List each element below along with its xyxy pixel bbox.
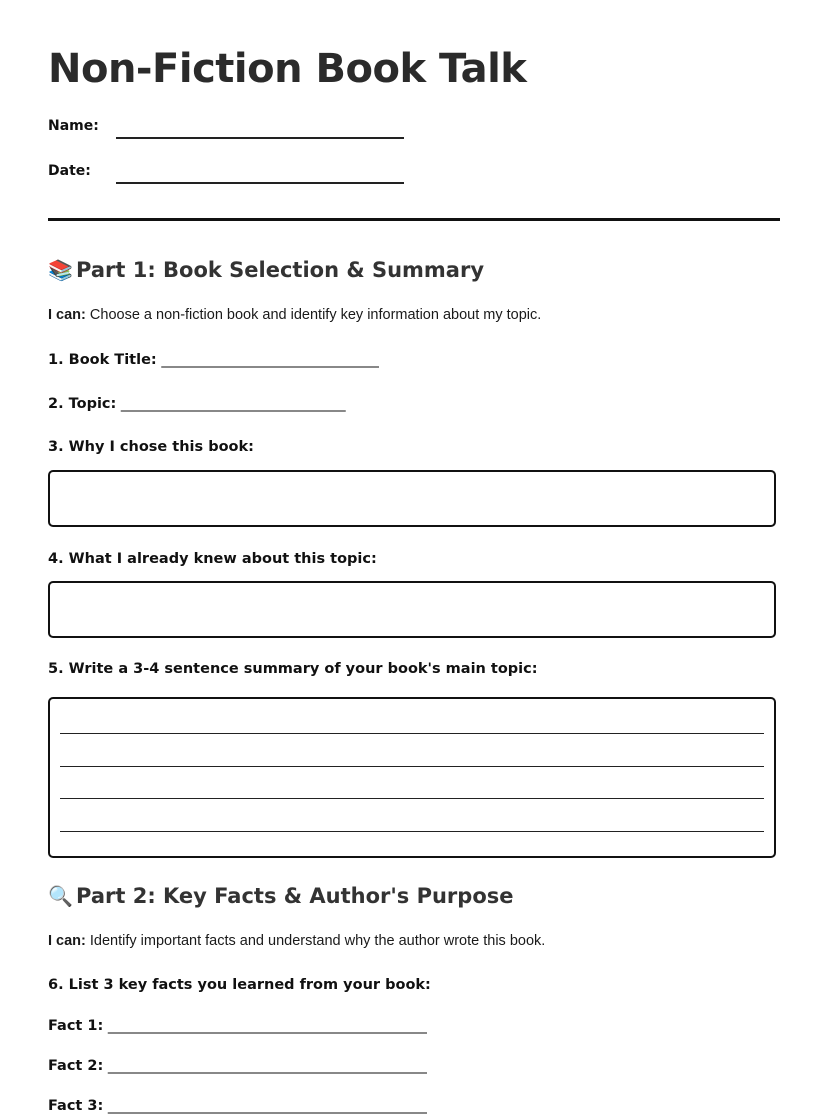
part1-ican bbox=[48, 307, 541, 323]
books-icon: 📚 bbox=[48, 258, 73, 282]
q4-label: 4. What I already knew about this topic: bbox=[48, 551, 377, 567]
fact-3-row bbox=[48, 1098, 427, 1114]
q3-label: 3. Why I chose this book: bbox=[48, 439, 254, 455]
q6-label: 6. List 3 key facts you learned from your book: bbox=[48, 977, 431, 993]
fact-3-blank[interactable]: ____________________________________________ bbox=[103, 1098, 427, 1114]
part2-ican bbox=[48, 933, 545, 949]
why-chose-answer-box[interactable] bbox=[48, 470, 776, 527]
summary-answer-box[interactable] bbox=[48, 697, 776, 858]
date-label: Date: bbox=[48, 163, 91, 179]
fact-2-label: Fact 2: bbox=[48, 1058, 104, 1074]
fact-2-row bbox=[48, 1058, 427, 1074]
fact-1-row bbox=[48, 1018, 427, 1034]
part1-heading-text: Part 1: Book Selection & Summary bbox=[76, 258, 485, 282]
fact-3-label: Fact 3: bbox=[48, 1098, 104, 1114]
prior-knowledge-answer-box[interactable] bbox=[48, 581, 776, 638]
header-divider bbox=[48, 218, 780, 221]
summary-line bbox=[60, 798, 764, 799]
q1-label: 1. Book Title: bbox=[48, 352, 157, 368]
date-field[interactable] bbox=[48, 163, 448, 193]
part2-heading-text: Part 2: Key Facts & Author's Purpose bbox=[76, 884, 514, 908]
summary-line bbox=[60, 733, 764, 734]
q2-label: 2. Topic: bbox=[48, 396, 117, 412]
fact-1-label: Fact 1: bbox=[48, 1018, 104, 1034]
book-title-blank[interactable]: ______________________________ bbox=[156, 352, 379, 368]
name-field[interactable] bbox=[48, 118, 448, 148]
page-title: Non-Fiction Book Talk bbox=[48, 46, 527, 92]
part1-ican-text: Choose a non-fiction book and identify key information about my topic. bbox=[85, 307, 542, 323]
summary-line bbox=[60, 766, 764, 767]
part1-heading bbox=[48, 258, 484, 282]
topic-blank[interactable]: _______________________________ bbox=[116, 396, 346, 412]
question-book-title bbox=[48, 352, 379, 368]
part2-ican-text: Identify important facts and understand why the author wrote this book. bbox=[85, 933, 546, 949]
fact-2-blank[interactable]: ____________________________________________ bbox=[103, 1058, 427, 1074]
part2-heading bbox=[48, 884, 514, 908]
name-label: Name: bbox=[48, 118, 99, 134]
part1-ican-label: I can: bbox=[48, 307, 86, 323]
summary-line bbox=[60, 831, 764, 832]
q5-label: 5. Write a 3-4 sentence summary of your book's main topic: bbox=[48, 661, 538, 677]
part2-ican-label: I can: bbox=[48, 933, 86, 949]
magnifying-glass-icon: 🔍 bbox=[48, 884, 73, 908]
date-input-line[interactable] bbox=[116, 182, 404, 184]
name-input-line[interactable] bbox=[116, 137, 404, 139]
fact-1-blank[interactable]: ____________________________________________ bbox=[103, 1018, 427, 1034]
question-topic bbox=[48, 396, 346, 412]
